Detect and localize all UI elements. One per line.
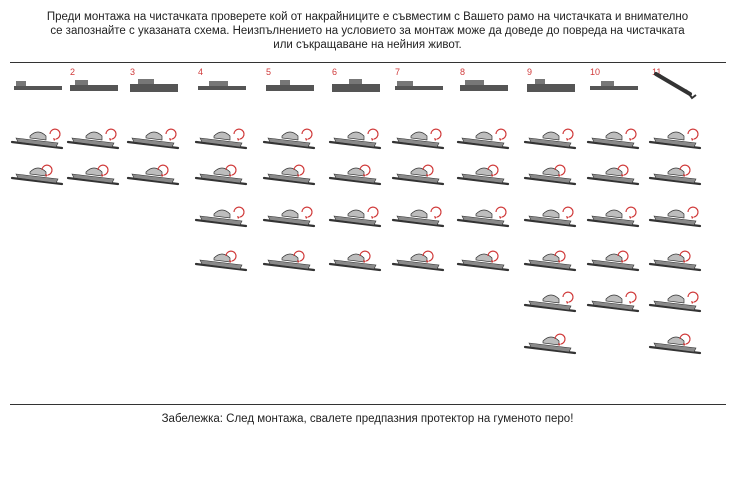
connector-column-2 — [68, 67, 118, 184]
connector-column-10 — [588, 67, 638, 311]
connector-column-11 — [650, 67, 700, 353]
installation-step — [196, 165, 246, 184]
installation-step — [525, 165, 575, 184]
adapter-connector-icon — [130, 79, 178, 92]
installation-step — [588, 207, 638, 226]
installation-step — [393, 207, 443, 226]
installation-step — [196, 207, 246, 226]
connector-column-4 — [196, 67, 246, 270]
installation-step — [330, 207, 380, 226]
installation-step — [68, 165, 118, 184]
installation-step — [650, 207, 700, 226]
installation-step — [330, 165, 380, 184]
installation-step — [393, 251, 443, 270]
adapter-connector-icon — [527, 79, 575, 92]
column-number: 10 — [590, 67, 601, 77]
column-number: 11 — [652, 67, 662, 77]
installation-step — [393, 165, 443, 184]
connector-column-3 — [128, 67, 178, 184]
adapter-connector-icon — [590, 81, 638, 90]
connector-column-8 — [458, 67, 508, 270]
installation-step — [588, 251, 638, 270]
column-number: 2 — [70, 67, 76, 77]
installation-step — [458, 251, 508, 270]
adapter-connector-icon — [656, 74, 696, 98]
installation-step — [128, 129, 178, 148]
installation-step — [264, 207, 314, 226]
column-number: 8 — [460, 67, 466, 77]
adapter-connector-icon — [14, 81, 62, 90]
column-number: 7 — [395, 67, 401, 77]
installation-step — [196, 251, 246, 270]
installation-step — [650, 165, 700, 184]
installation-step — [264, 165, 314, 184]
installation-step — [330, 251, 380, 270]
connector-column-6 — [330, 67, 380, 270]
column-number: 3 — [130, 67, 136, 77]
installation-step — [458, 129, 508, 148]
installation-step — [650, 334, 700, 353]
installation-step — [68, 129, 118, 148]
installation-step — [12, 165, 62, 184]
installation-step — [128, 165, 178, 184]
adapter-connector-icon — [332, 79, 380, 92]
connector-column-9 — [525, 67, 575, 353]
installation-step — [525, 251, 575, 270]
installation-step — [458, 207, 508, 226]
installation-step — [264, 129, 314, 148]
column-number: 9 — [527, 67, 533, 77]
installation-step — [588, 129, 638, 148]
installation-step — [264, 251, 314, 270]
installation-step — [650, 129, 700, 148]
installation-step — [458, 165, 508, 184]
connector-column-7 — [393, 67, 443, 270]
installation-step — [525, 207, 575, 226]
installation-step — [525, 334, 575, 353]
bottom-divider — [10, 404, 726, 405]
installation-step — [393, 129, 443, 148]
adapter-connector-icon — [266, 80, 314, 91]
installation-step — [525, 129, 575, 148]
installation-instruction: Преди монтажа на чистачката проверете кой от накрайниците е съвместим с Вашето рамо на чистачката и внимателно се запознайте с указаната схема. Неизпълнението на условието за монтаж може да доведе до повреда на чистачката или съкращаване на нейния живот. — [46, 11, 689, 51]
column-number: 6 — [332, 67, 338, 77]
installation-step — [588, 165, 638, 184]
installation-step — [330, 129, 380, 148]
installation-step — [196, 129, 246, 148]
connector-column-1 — [12, 81, 62, 184]
adapter-connector-icon — [198, 81, 246, 90]
adapter-connector-icon — [395, 81, 443, 90]
adapter-connector-icon — [70, 80, 118, 91]
installation-step — [650, 292, 700, 311]
connector-column-5 — [264, 67, 314, 270]
installation-step — [12, 129, 62, 148]
column-number: 5 — [266, 67, 272, 77]
footer-note: Забележка: След монтажа, свалете предпазния протектор на гуменото перо! — [161, 413, 574, 425]
adapter-connector-icon — [460, 80, 508, 91]
installation-step — [525, 292, 575, 311]
top-divider — [10, 62, 726, 63]
column-number: 4 — [198, 67, 204, 77]
installation-step — [650, 251, 700, 270]
installation-step — [588, 292, 638, 311]
